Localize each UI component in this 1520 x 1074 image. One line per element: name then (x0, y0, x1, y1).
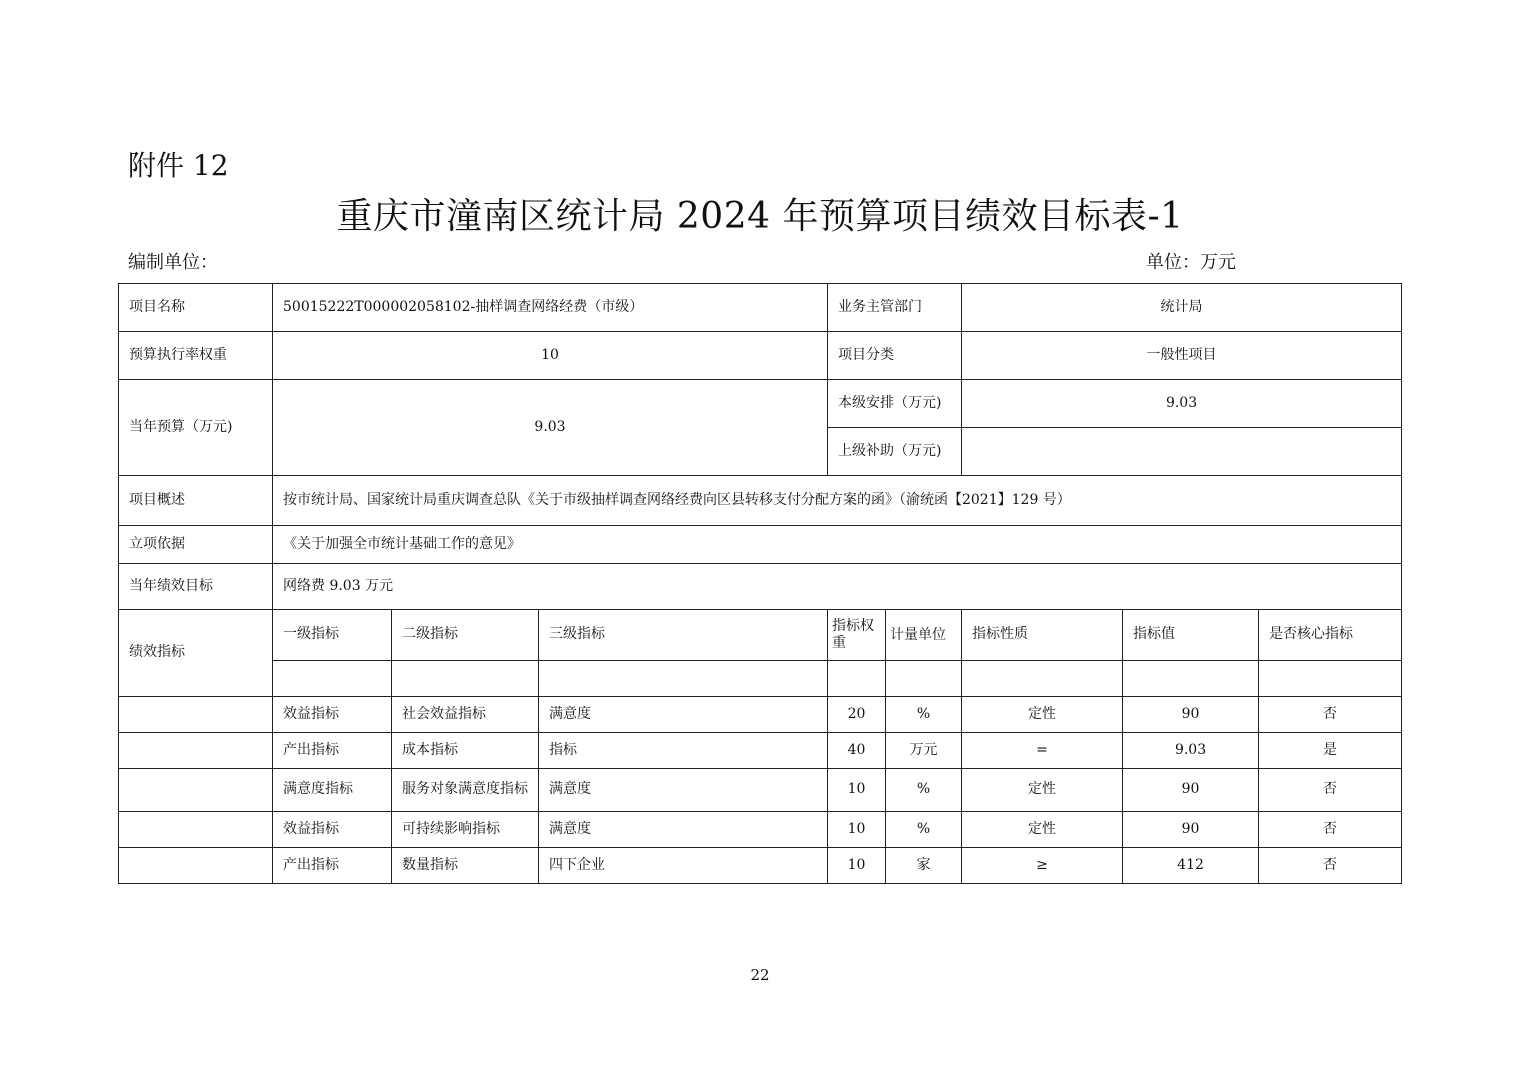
level2-cell: 数量指标 (392, 848, 539, 884)
row-budget (119, 380, 1402, 428)
nature-cell: ≥ (962, 848, 1123, 884)
org-label: 编制单位： (128, 252, 218, 273)
dept-value: 统计局 (962, 284, 1402, 332)
header-level2: 二级指标 (392, 610, 539, 661)
attachment-label: 附件 12 (128, 149, 229, 182)
nature-cell: 定性 (962, 812, 1123, 848)
value-cell: 90 (1123, 697, 1259, 733)
blank-cell (119, 697, 273, 733)
level1-cell: 效益指标 (273, 697, 392, 733)
weight-cell: 10 (828, 769, 886, 812)
nature-cell: = (962, 733, 1123, 769)
project-name-value: 50015222T000002058102-抽样调查网络经费（市级） (273, 284, 828, 332)
blank-cell (962, 661, 1123, 697)
level2-cell: 社会效益指标 (392, 697, 539, 733)
blank-cell (273, 661, 392, 697)
row-goal (119, 564, 1402, 610)
core-cell: 否 (1259, 697, 1402, 733)
category-value: 一般性项目 (962, 332, 1402, 380)
weight-value: 10 (273, 332, 828, 380)
upper-value (962, 428, 1402, 476)
goal-label: 当年绩效目标 (119, 564, 273, 610)
blank-cell (119, 848, 273, 884)
indicator-blank-row (119, 661, 1402, 697)
level2-cell: 可持续影响指标 (392, 812, 539, 848)
header-weight: 指标权重 (828, 610, 886, 661)
row-project-name (119, 284, 1402, 332)
level3-cell: 满意度 (539, 769, 828, 812)
header-level1: 一级指标 (273, 610, 392, 661)
indicator-row (119, 733, 1402, 769)
indicators-section-label: 绩效指标 (119, 610, 273, 697)
header-level3: 三级指标 (539, 610, 828, 661)
level2-cell: 服务对象满意度指标 (392, 769, 539, 812)
overview-label: 项目概述 (119, 476, 273, 526)
level1-cell: 产出指标 (273, 733, 392, 769)
core-cell: 否 (1259, 848, 1402, 884)
unit-label: 单位：万元 (1146, 252, 1236, 273)
header-value: 指标值 (1123, 610, 1259, 661)
blank-cell (886, 661, 962, 697)
budget-label: 当年预算（万元) (119, 380, 273, 476)
dept-label: 业务主管部门 (828, 284, 962, 332)
unit-cell: % (886, 769, 962, 812)
value-cell: 9.03 (1123, 733, 1259, 769)
basis-label: 立项依据 (119, 526, 273, 564)
blank-cell (119, 769, 273, 812)
budget-value: 9.03 (273, 380, 828, 476)
level1-cell: 满意度指标 (273, 769, 392, 812)
overview-value: 按市统计局、国家统计局重庆调查总队《关于市级抽样调查网络经费向区县转移支付分配方案的函》（渝统函【2021】129 号） (273, 476, 1402, 526)
blank-cell (1259, 661, 1402, 697)
unit-cell: 万元 (886, 733, 962, 769)
blank-cell (539, 661, 828, 697)
local-label: 本级安排（万元) (828, 380, 962, 428)
weight-cell: 10 (828, 848, 886, 884)
value-cell: 90 (1123, 812, 1259, 848)
level3-cell: 满意度 (539, 812, 828, 848)
blank-cell (828, 661, 886, 697)
blank-cell (119, 812, 273, 848)
value-cell: 90 (1123, 769, 1259, 812)
core-cell: 是 (1259, 733, 1402, 769)
weight-label: 预算执行率权重 (119, 332, 273, 380)
upper-label: 上级补助（万元) (828, 428, 962, 476)
unit-cell: % (886, 812, 962, 848)
value-cell: 412 (1123, 848, 1259, 884)
nature-cell: 定性 (962, 697, 1123, 733)
level3-cell: 四下企业 (539, 848, 828, 884)
level1-cell: 产出指标 (273, 848, 392, 884)
weight-cell: 40 (828, 733, 886, 769)
core-cell: 否 (1259, 769, 1402, 812)
row-overview (119, 476, 1402, 526)
header-unit: 计量单位 (886, 610, 962, 661)
level1-cell: 效益指标 (273, 812, 392, 848)
weight-cell: 20 (828, 697, 886, 733)
goal-value: 网络费 9.03 万元 (273, 564, 1402, 610)
local-value: 9.03 (962, 380, 1402, 428)
level2-cell: 成本指标 (392, 733, 539, 769)
core-cell: 否 (1259, 812, 1402, 848)
blank-cell (392, 661, 539, 697)
indicator-row (119, 848, 1402, 884)
basis-value: 《关于加强全市统计基础工作的意见》 (273, 526, 1402, 564)
category-label: 项目分类 (828, 332, 962, 380)
indicator-row (119, 812, 1402, 848)
blank-cell (1123, 661, 1259, 697)
unit-cell: % (886, 697, 962, 733)
page-number: 22 (750, 966, 770, 984)
project-name-label: 项目名称 (119, 284, 273, 332)
nature-cell: 定性 (962, 769, 1123, 812)
header-nature: 指标性质 (962, 610, 1123, 661)
level3-cell: 满意度 (539, 697, 828, 733)
level3-cell: 指标 (539, 733, 828, 769)
page-title: 重庆市潼南区统计局 2024 年预算项目绩效目标表-1 (336, 196, 1184, 237)
row-weight (119, 332, 1402, 380)
unit-cell: 家 (886, 848, 962, 884)
indicator-header-row (119, 610, 1402, 661)
blank-cell (119, 733, 273, 769)
row-basis (119, 526, 1402, 564)
indicator-row (119, 697, 1402, 733)
performance-target-table (118, 283, 1402, 884)
header-core: 是否核心指标 (1259, 610, 1402, 661)
indicator-row (119, 769, 1402, 812)
weight-cell: 10 (828, 812, 886, 848)
